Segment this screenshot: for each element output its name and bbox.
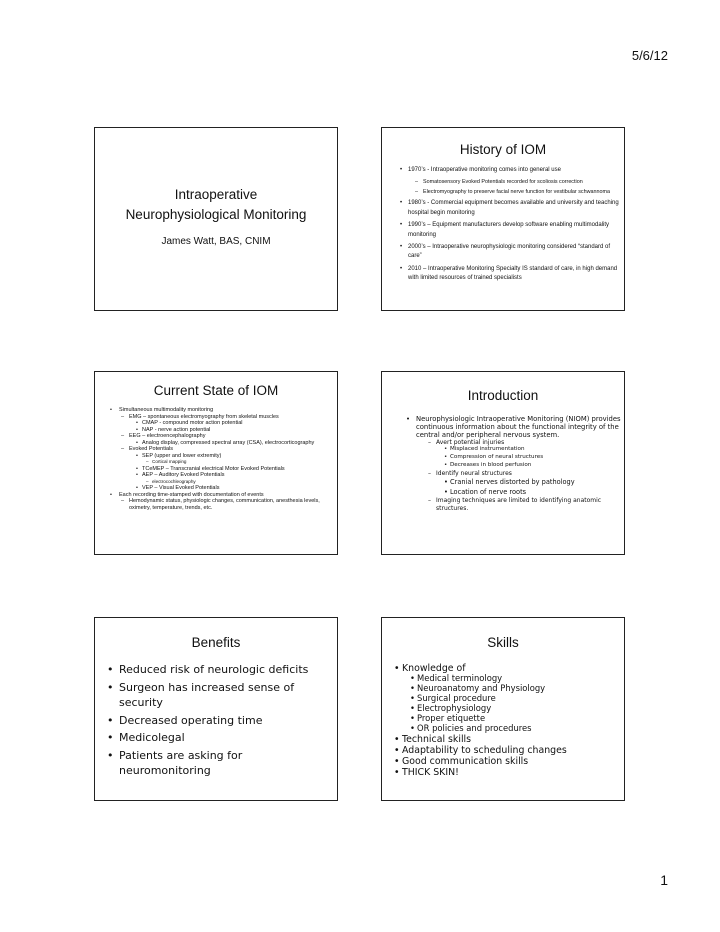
list-item: • Medicolegal [107,730,335,746]
slide-heading: Introduction [467,388,539,403]
list-item: • 2000’s – Intraoperative neurophysiologic monitoring considered “standard of care” [408,243,622,262]
list-item: • OR policies and procedures [410,724,622,734]
list-item: – Imaging techniques are limited to identifying anatomic structures. [436,497,622,512]
list-item: • Compression of neural structures [450,454,622,462]
slide-history [381,127,625,311]
list-item: • Electrophysiology [410,704,622,714]
page-date: 5/6/12 [631,48,668,63]
list-item: • Cranial nerves distorted by pathology [450,477,622,487]
list-item: • CMAP - compound motor action potential [142,420,331,427]
list-item: • Good communication skills [394,756,622,767]
list-item: • THICK SKIN! [394,767,622,778]
slide-heading: Skills [487,635,519,650]
list-item: • Knowledge of • Medical terminology • Neuroanatomy and Physiology • Surgical procedure • Electrophysiology • Proper etiquette • OR policies and procedures [394,663,622,734]
list-item: • Each recording time-stamped with documentation of events – Hemodynamic status, physiologic changes, communication, anesthesia levels, oximetry, temperature, trends, etc. [107,492,331,512]
list-item: – Somatosensory Evoked Potentials recorded for scoliosis correction [423,178,622,186]
list-item: • NAP - nerve action potential [142,427,331,434]
slide-title-heading [95,185,337,225]
list-item: • VEP – Visual Evoked Potentials [142,485,331,492]
list-item: • Proper etiquette [410,714,622,724]
list-item: • Patients are asking for neuromonitoring [107,748,335,779]
title-line-2: Neurophysiological Monitoring [125,207,307,222]
list-item: • Reduced risk of neurologic deficits [107,662,335,678]
list-item: • Surgical procedure [410,694,622,704]
list-item: • Decreased operating time [107,713,335,729]
list-item: • Neuroanatomy and Physiology [410,684,622,694]
title-line-1: Intraoperative [174,187,258,202]
list-item: • Analog display, compressed spectral array (CSA), electrocorticography [142,440,331,447]
list-item: – EMG – spontaneous electromyography from skeletal muscles • CMAP - compound motor action potential • NAP - nerve action potential [129,414,331,434]
list-item: – EEG – electroencephalography • Analog display, compressed spectral array (CSA), electrocorticography [129,433,331,446]
list-item: • Decreases in blood perfusion [450,462,622,470]
list-item: • Neurophysiologic Intraoperative Monitoring (NIOM) provides continuous information about the functional integrity of the central and/or peripheral nervous system. – Avert potential injuries • Misplaced instrumentation • Compression of neural structures • Decreases in blood perfusion – Identify neural structures • Cranial nerves distorted by pathology • Location of nerve roots – Imaging techniques are limited to identifying anatomic structures. [404,415,622,512]
list-item: • 1980’s - Commercial equipment becomes available and university and teaching hospital begin monitoring [408,199,622,218]
list-item: – Identify neural structures • Cranial nerves distorted by pathology • Location of nerve roots [436,470,622,497]
list-item: • 2010 – Intraoperative Monitoring Specialty IS standard of care, in high demand with limited resources of trained specialists [408,265,622,284]
slide-skills [381,617,625,801]
list-item: • Misplaced instrumentation [450,446,622,454]
list-item: • TCeMEP – Transcranial electrical Motor Evoked Potentials [142,466,331,473]
list-item: – Avert potential injuries • Misplaced instrumentation • Compression of neural structures • Decreases in blood perfusion [436,439,622,470]
list-item: • Medical terminology [410,674,622,684]
slide-heading: History of IOM [459,142,547,157]
bullet-list [394,663,622,778]
bullet-list [107,662,335,781]
list-item: • 1990’s – Equipment manufacturers develop software enabling multimodality monitoring [408,221,622,240]
list-item: • Adaptability to scheduling changes [394,745,622,756]
list-item: • AEP – Auditory Evoked Potentials – electrocochleography [142,472,331,485]
slide-title [94,127,338,311]
list-item: • SEP (upper and lower extremity) – Cortical mapping [142,453,331,466]
bullet-list [107,407,331,511]
slide-heading: Current State of IOM [153,383,279,398]
bullet-list [404,415,622,512]
slide-heading: Benefits [191,635,241,650]
list-item: • Technical skills [394,734,622,745]
author: James Watt, BAS, CNIM [161,236,271,247]
list-item: – electrocochleography [152,479,331,486]
slide-benefits [94,617,338,801]
bullet-list [408,166,622,287]
slide-current-state [94,371,338,555]
list-item: • Location of nerve roots [450,487,622,497]
list-item: – Hemodynamic status, physiologic changes, communication, anesthesia levels, oximetry, temperature, trends, etc. [129,498,331,511]
slide-introduction [381,371,625,555]
page-number: 1 [660,872,668,888]
list-item: • Simultaneous multimodality monitoring – EMG – spontaneous electromyography from skeletal muscles • CMAP - compound motor action potential • NAP - nerve action potential – EEG – electroencephalography • Analog display, compressed spectral array (CSA), electrocorticography – Evoked Potentials • SEP (upper and lower extremity) – Cortical mapping • TCeMEP – Transcranial electrical Motor Evoked Potentials • AEP – Auditory Evoked Potentials – electrocochleography • VEP – Visual Evoked Potentials [107,407,331,492]
list-item: – Cortical mapping [152,459,331,466]
list-item: – Electromyography to preserve facial nerve function for vestibular schwannoma [423,188,622,196]
list-item: – Evoked Potentials • SEP (upper and lower extremity) – Cortical mapping • TCeMEP – Transcranial electrical Motor Evoked Potentials • AEP – Auditory Evoked Potentials – electrocochleography • VEP – Visual Evoked Potentials [129,446,331,492]
list-item: • Surgeon has increased sense of security [107,680,335,711]
list-item: • 1970’s - Intraoperative monitoring comes into general use – Somatosensory Evoked Potentials recorded for scoliosis correction – Electromyography to preserve facial nerve function for vestibular schwannoma [408,166,622,196]
